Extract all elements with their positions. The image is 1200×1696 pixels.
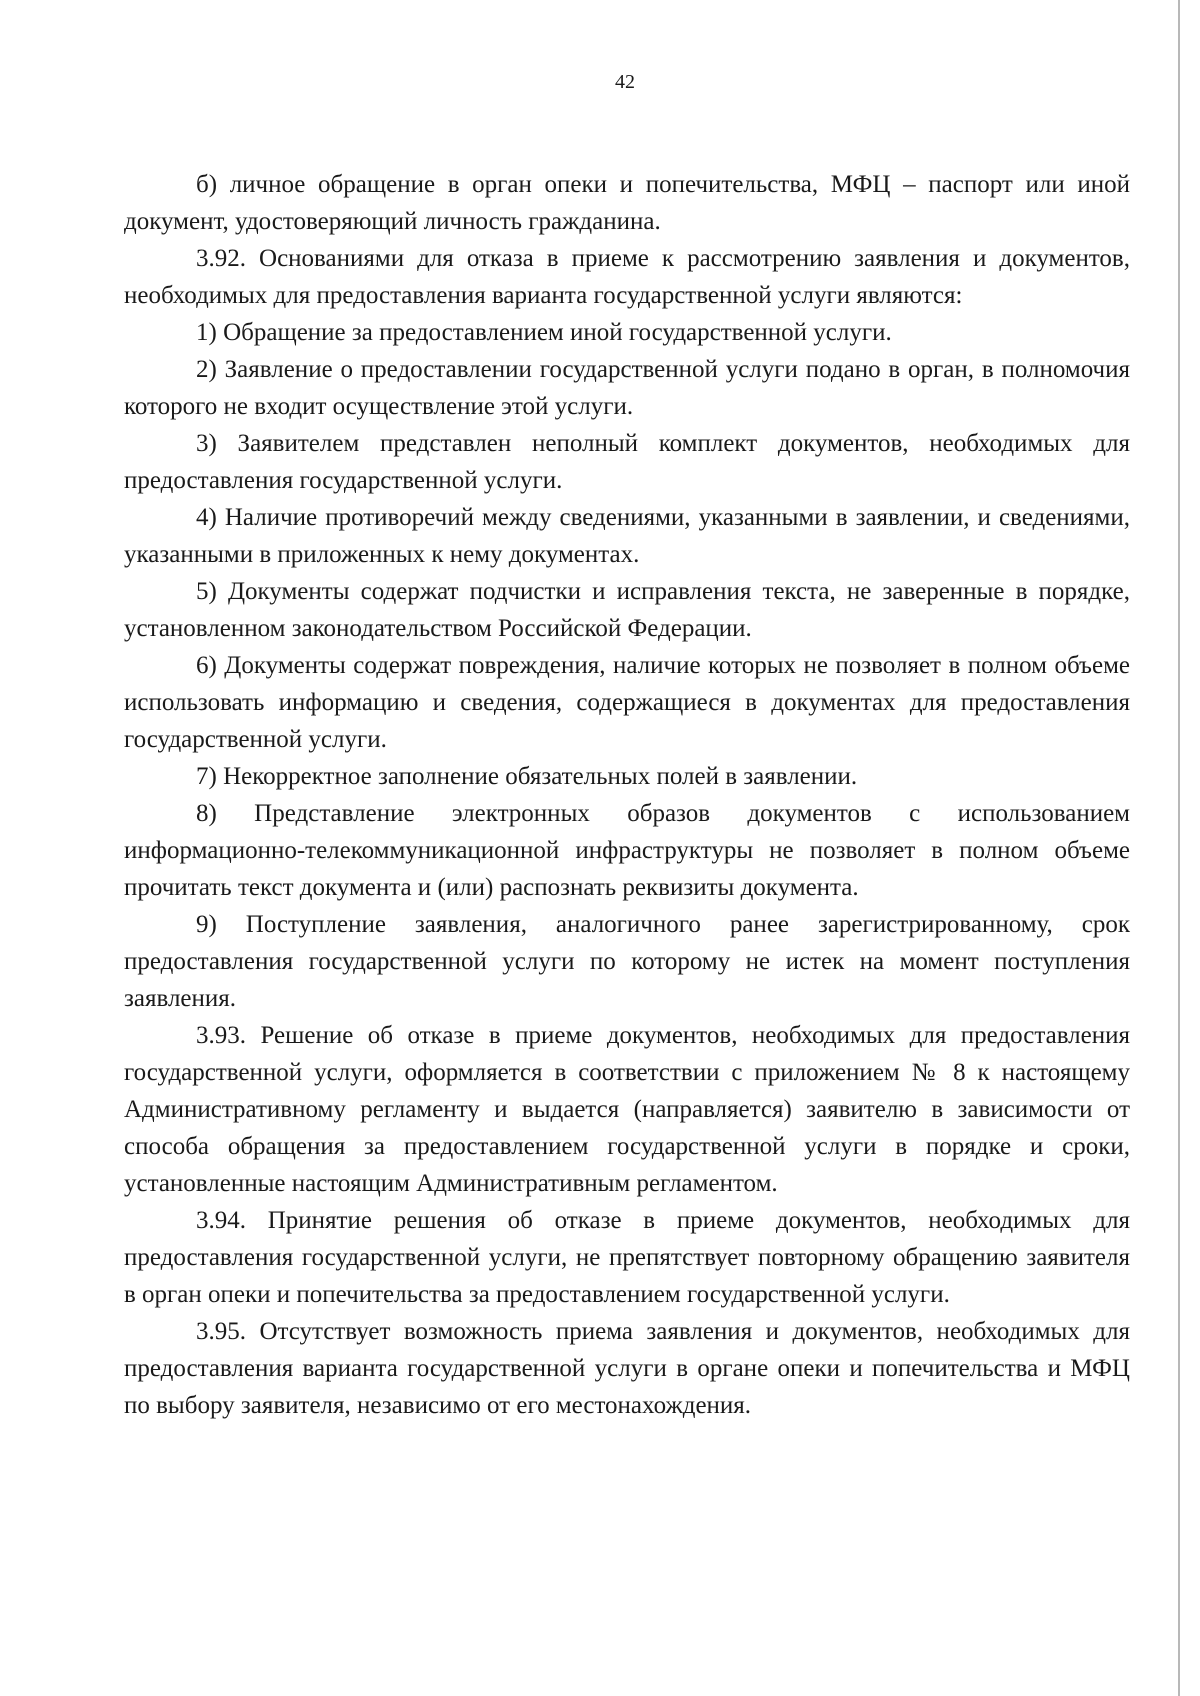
list-item-1: 1) Обращение за предоставлением иной государственной услуги. — [196, 319, 892, 346]
list-item-3: 3) Заявителем представлен неполный комплект документов, необходимых для предоставления государственной услуги. — [124, 430, 1130, 494]
paragraph-3-94: 3.94. Принятие решения об отказе в приеме документов, необходимых для предоставления государственной услуги, не препятствует повторному обращению заявителя в орган опеки и попечительства за предоставлением государственной услуги. — [124, 1207, 1130, 1308]
paragraph-b-personal-appeal: б) личное обращение в орган опеки и попечительства, МФЦ – паспорт или иной документ, удостоверяющий личность гражданина. — [124, 171, 1130, 235]
list-item-5: 5) Документы содержат подчистки и исправления текста, не заверенные в порядке, установленном законодательством Российской Федерации. — [124, 578, 1130, 642]
paragraph-3-95: 3.95. Отсутствует возможность приема заявления и документов, необходимых для предоставления варианта государственной услуги в органе опеки и попечительства и МФЦ по выбору заявителя, независимо от его местонахождения. — [124, 1318, 1130, 1419]
document-body — [124, 166, 1130, 1424]
paragraph-3-92: 3.92. Основаниями для отказа в приеме к рассмотрению заявления и документов, необходимых для предоставления варианта государственной услуги являются: — [124, 245, 1130, 309]
paragraph-3-93: 3.93. Решение об отказе в приеме документов, необходимых для предоставления государственной услуги, оформляется в соответствии с приложением № 8 к настоящему Административному регламенту и выдается (направляется) заявителю в зависимости от способа обращения за предоставлением государственной услуги в порядке и сроки, установленные настоящим Административным регламентом. — [124, 1022, 1130, 1197]
list-item-7: 7) Некорректное заполнение обязательных полей в заявлении. — [196, 763, 858, 790]
page-edge-line — [1178, 0, 1180, 1696]
list-item-8: 8) Представление электронных образов документов с использованием информационно-телекоммуникационной инфраструктуры не позволяет в полном объеме прочитать текст документа и (или) распознать реквизиты документа. — [124, 800, 1130, 901]
list-item-4: 4) Наличие противоречий между сведениями, указанными в заявлении, и сведениями, указанными в приложенных к нему документах. — [124, 504, 1130, 568]
page-number: 42 — [615, 71, 635, 93]
list-item-9: 9) Поступление заявления, аналогичного ранее зарегистрированному, срок предоставления государственной услуги по которому не истек на момент поступления заявления. — [124, 911, 1130, 1012]
list-item-6: 6) Документы содержат повреждения, наличие которых не позволяет в полном объеме использовать информацию и сведения, содержащиеся в документах для предоставления государственной услуги. — [124, 652, 1130, 753]
list-item-2: 2) Заявление о предоставлении государственной услуги подано в орган, в полномочия которого не входит осуществление этой услуги. — [124, 356, 1130, 420]
